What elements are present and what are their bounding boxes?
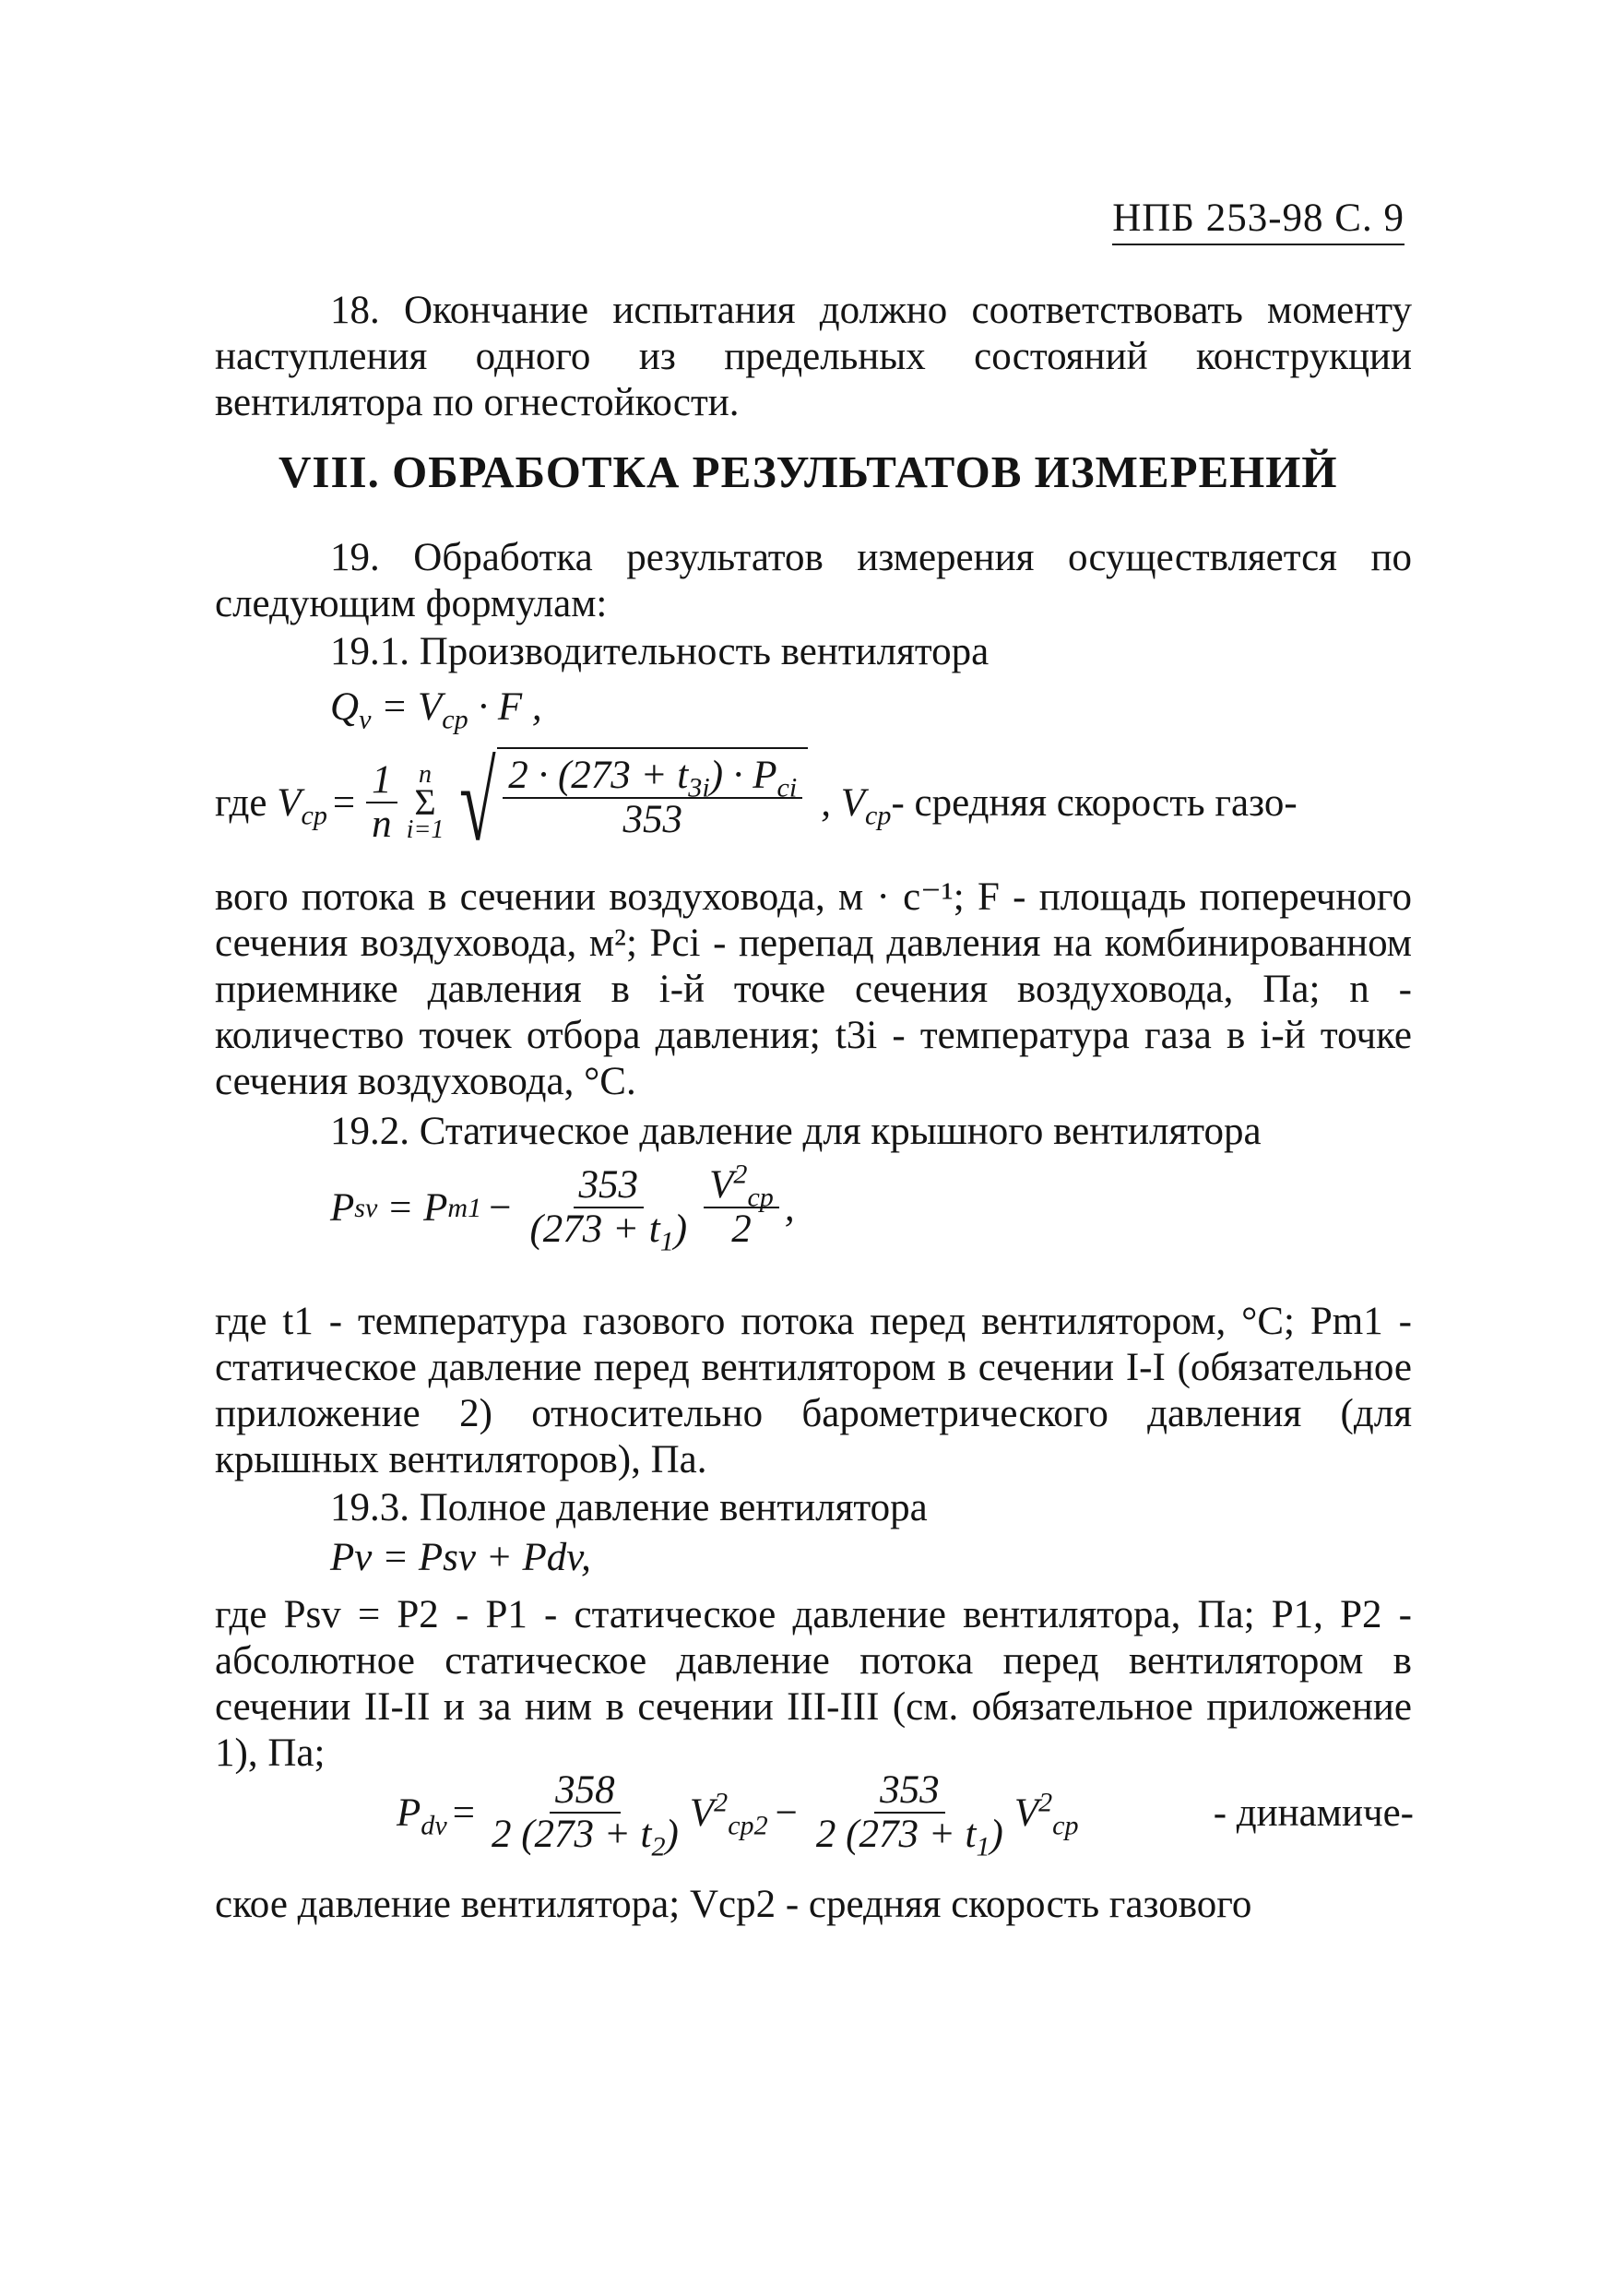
formula-qv: $Q_v = V_{cp} \cdot F$ , (330, 685, 542, 735)
paragraph-psv-description: где t1 - температура газового потока перед вентилятором, °С; Pm1 - статическое давление перед вентилятором в сечении I-I (обязательное приложение 2) относительно барометрического давления (для крышных вентиляторов), Па. (215, 1300, 1412, 1481)
formula-lead: где (215, 780, 267, 825)
paragraph-18: 18. Окончание испытания должно соответствовать моменту наступления одного из предельных состояний конструкции вентилятора по огнестойкости. (215, 289, 1412, 424)
sum-symbol: n Σ i=1 (406, 760, 444, 844)
formula-vcp: где $V_{cp}$ = $\frac{1}{n}$ n Σ i=1 √ $\frac{2 \cdot (273 + t_{3i}) \cdot P_{ci}}{353}$ , $V_{cp}$ - средняя скорость газо- (215, 741, 1298, 863)
section-title: VIII. ОБРАБОТКА РЕЗУЛЬТАТОВ ИЗМЕРЕНИЙ (279, 446, 1338, 497)
paragraph-vcp-description: вого потока в сечении воздуховода, м · с⁻¹; F - площадь поперечного сечения воздуховода, м²; Pci - перепад давления на комбинированном приемнике давления в i-й точке сечения воздуховода, Па; n - количество точек отбора давления; t3i - температура газа в i-й точке сечения воздуховода, °С. (215, 875, 1412, 1103)
square-root: √ $\frac{2 \cdot (273 + t_{3i}) \cdot P_{ci}}{353}$ (447, 747, 808, 858)
subsection-19-1: 19.1. Производительность вентилятора (330, 630, 990, 673)
formula-psv: P sv = P m1 − $\frac{353}{(273 + t_1)}$ $\frac{V^2_{cp}}{2}$ , (330, 1158, 795, 1257)
subsection-19-2: 19.2. Статическое давление для крышного вентилятора (330, 1110, 1262, 1153)
fraction-1-over-n: $\frac{1}{n}$ (366, 759, 397, 846)
formula-pv: Pv = Psv + Pdv, (330, 1536, 591, 1579)
paragraph-pv-description: где Psv = P2 - P1 - статическое давление вентилятора, Па; P1, P2 - абсолютное статическое давление потока перед вентилятором в сечении II-II и за ним в сечении III-III (см. обязательное приложение 1), Па; (215, 1593, 1412, 1775)
subsection-19-3: 19.3. Полное давление вентилятора (330, 1486, 928, 1529)
formula-pdv: $P_{dv}$ = $\frac{358}{2 (273 + t_2)}$ $V^2_{cp2}$ − $\frac{353}{2 (273 + t_1)}$ $V^2_{cp}$ - динамиче- (397, 1768, 1414, 1862)
paragraph-last-line: ское давление вентилятора; Vcp2 - средняя скорость газового (215, 1883, 1252, 1926)
paragraph-19: 19. Обработка результатов измерения осуществляется по следующим формулам: (215, 536, 1412, 625)
page-header: НПБ 253-98 С. 9 (1112, 196, 1404, 245)
